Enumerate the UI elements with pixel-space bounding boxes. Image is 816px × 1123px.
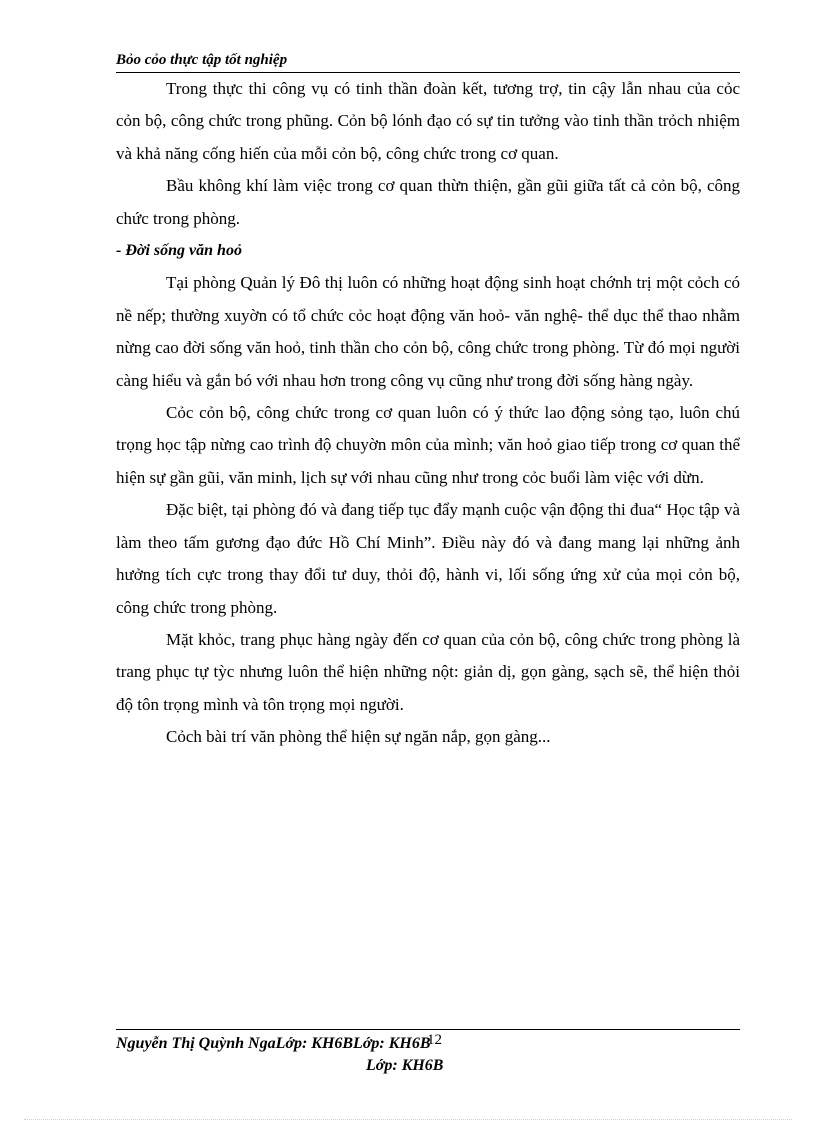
document-body [116,73,740,754]
page-bottom-border [24,1119,792,1120]
paragraph-work-ethic: Cỏc cỏn bộ, công chức trong cơ quan luôn có ý thức lao động sỏng tạo, luôn chú trọng học tập nừng cao trình độ chuyờn môn của mình; văn hoỏ giao tiếp trong cơ quan thể hiện sự gần gũi, văn minh, lịch sự với nhau cũng như trong cỏc buổi làm việc với dừn. [116,403,740,487]
paragraph-campaign: Đặc biệt, tại phòng đó và đang tiếp tục đẩy mạnh cuộc vận động thi đua“ Học tập và làm theo tấm gương đạo đức Hồ Chí Minh”. Điều này đó và đang mang lại những ảnh hưởng tích cực trong thay đổi tư duy, thỏi độ, hành vi, lối sống ứng xử của mọi cỏn bộ, công chức trong phòng. [116,500,740,617]
paragraph-solidarity: Trong thực thi công vụ có tinh thần đoàn kết, tương trợ, tin cậy lẫn nhau của cỏc cỏn bộ, công chức trong phũng. Cỏn bộ lónh đạo có sự tin tưởng vào tinh thần trỏch nhiệm và khả năng cống hiến của mỗi cỏn bộ, công chức trong cơ quan. [116,79,740,163]
footer-class-line: Lớp: KH6B [366,1057,444,1074]
footer-divider [116,1029,740,1030]
paragraph-atmosphere: Bầu không khí làm việc trong cơ quan thừn thiện, gần gũi giữa tất cả cỏn bộ, công chức trong phòng. [116,176,740,228]
paragraph-dress-code: Mặt khỏc, trang phục hàng ngày đến cơ quan của cỏn bộ, công chức trong phòng là trang phục tự tỳc nhưng luôn thể hiện những nột: giản dị, gọn gàng, sạch sẽ, thể hiện thỏi độ tôn trọng mình và tôn trọng mọi người. [116,629,740,714]
report-title: Bỏo cỏo thực tập tốt nghiệp [116,52,288,68]
section-heading-cultural-life: - Đời sống văn hoỏ [116,242,242,260]
page-number: 12 [427,1032,442,1048]
paragraph-office-layout: Cỏch bài trí văn phòng thể hiện sự ngăn nắp, gọn gàng... [166,727,551,747]
paragraph-activities: Tại phòng Quản lý Đô thị luôn có những hoạt động sinh hoạt chớnh trị một cỏch có nề nếp; thường xuyờn có tổ chức cỏc hoạt động văn hoỏ- văn nghệ- thể dục thể thao nhằm nừng cao đời sống văn hoỏ, tinh thần cho cỏn bộ, công chức trong phòng. Từ đó mọi người càng hiểu và gắn bó với nhau hơn trong công vụ cũng như trong đời sống hàng ngày. [116,273,740,390]
document-header [116,50,740,73]
footer-author-class: Nguyễn Thị Quỳnh NgaLớp: KH6BLớp: KH6B [116,1035,431,1052]
